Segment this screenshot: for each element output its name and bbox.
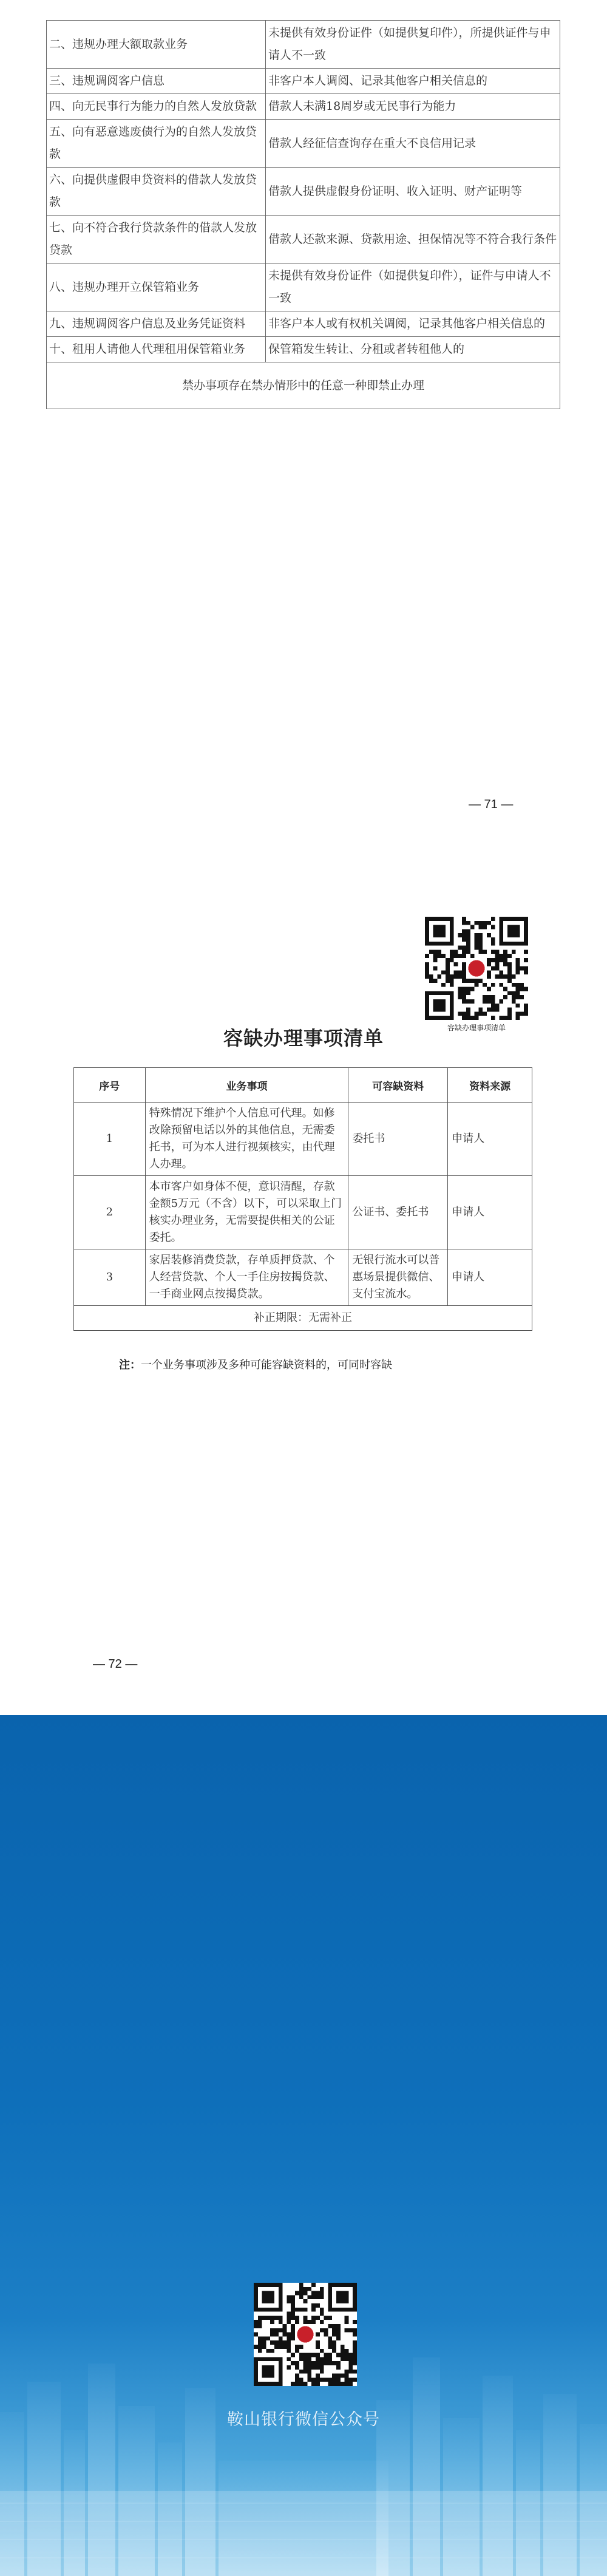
prohibition-rule: 禁办事项存在禁办情形中的任意一种即禁止办理 — [47, 362, 560, 409]
page-72 — [0, 856, 607, 1715]
row-number: 2 — [74, 1176, 146, 1249]
header-matter: 业务事项 — [145, 1068, 348, 1103]
table-row — [47, 94, 560, 120]
prohibited-item: 四、向无民事行为能力的自然人发放贷款 — [47, 94, 266, 120]
prohibited-condition: 保管箱发生转让、分租或者转租他人的 — [266, 337, 560, 362]
prohibited-item: 二、违规办理大额取款业务 — [47, 21, 266, 69]
wechat-caption: 鞍山银行微信公众号 — [227, 2410, 380, 2429]
header-source: 资料来源 — [448, 1068, 532, 1103]
row-source: 申请人 — [448, 1103, 532, 1176]
note-text: 一个业务事项涉及多种可能容缺资料的，可同时容缺 — [141, 1359, 392, 1371]
row-number: 1 — [74, 1103, 146, 1176]
table-footer-row — [47, 362, 560, 409]
qr-caption: 容缺办理事项清单 — [447, 1024, 506, 1032]
row-matter: 家居装修消费贷款，存单质押贷款、个人经营贷款、个人一手住房按揭贷款、一手商业网点按揭贷款。 — [145, 1249, 348, 1306]
back-cover — [0, 1715, 607, 2576]
prohibited-condition: 借款人经征信查询存在重大不良信用记录 — [266, 120, 560, 168]
table-row — [47, 120, 560, 168]
table-row — [47, 168, 560, 216]
prohibited-item: 五、向有恶意逃废债行为的自然人发放贷款 — [47, 120, 266, 168]
row-source: 申请人 — [448, 1176, 532, 1249]
table-row — [47, 216, 560, 263]
row-number: 3 — [74, 1249, 146, 1306]
prohibited-item: 九、违规调阅客户信息及业务凭证资料 — [47, 311, 266, 337]
row-matter: 特殊情况下维护个人信息可代理。如修改除预留电话以外的其他信息，无需委托书，可为本人进行视频核实，由代理人办理。 — [145, 1103, 348, 1176]
row-material: 无银行流水可以普惠场景提供微信、支付宝流水。 — [348, 1249, 448, 1306]
wechat-qr-code — [254, 2283, 357, 2386]
prohibited-condition: 借款人还款来源、贷款用途、担保情况等不符合我行条件 — [266, 216, 560, 263]
header-material: 可容缺资料 — [348, 1068, 448, 1103]
table-row — [47, 69, 560, 94]
row-matter: 本市客户如身体不便，意识清醒，存款金额5万元（不含）以下，可以采取上门核实办理业务，无需要提供相关的公证委托。 — [145, 1176, 348, 1249]
prohibited-item: 七、向不符合我行贷款条件的借款人发放贷款 — [47, 216, 266, 263]
prohibited-item: 十、租用人请他人代理租用保管箱业务 — [47, 337, 266, 362]
prohibited-condition: 非客户本人或有权机关调阅，记录其他客户相关信息的 — [266, 311, 560, 337]
page-71 — [0, 0, 607, 856]
prohibited-condition: 借款人提供虚假身份证明、收入证明、财产证明等 — [266, 168, 560, 216]
qr-code — [425, 917, 528, 1020]
table-row — [47, 21, 560, 69]
correction-period: 补正期限：无需补正 — [74, 1306, 532, 1331]
table-row — [47, 311, 560, 337]
row-source: 申请人 — [448, 1249, 532, 1306]
prohibited-item: 八、违规办理开立保管箱业务 — [47, 263, 266, 311]
table-footer-row — [74, 1306, 532, 1331]
table-row — [74, 1176, 532, 1249]
note-label: 注： — [119, 1359, 141, 1371]
prohibited-condition: 借款人未满18周岁或无民事行为能力 — [266, 94, 560, 120]
table-row — [74, 1249, 532, 1306]
header-no: 序号 — [74, 1068, 146, 1103]
row-material: 委托书 — [348, 1103, 448, 1176]
row-material: 公证书、委托书 — [348, 1176, 448, 1249]
table-row — [47, 263, 560, 311]
page-number-72: — 72 — — [93, 1657, 138, 1671]
page-number-71: — 71 — — [469, 798, 514, 811]
page-title: 容缺办理事项清单 — [223, 1027, 384, 1050]
prohibited-condition: 未提供有效身份证件（如提供复印件），所提供证件与申请人不一致 — [266, 21, 560, 69]
table-row — [47, 337, 560, 362]
prohibited-matters-table — [46, 20, 560, 409]
prohibited-condition: 非客户本人调阅、记录其他客户相关信息的 — [266, 69, 560, 94]
prohibited-item: 三、违规调阅客户信息 — [47, 69, 266, 94]
note — [119, 1356, 392, 1372]
table-row — [74, 1103, 532, 1176]
tolerance-matters-table — [73, 1067, 532, 1331]
prohibited-item: 六、向提供虚假申贷资料的借款人发放贷款 — [47, 168, 266, 216]
prohibited-condition: 未提供有效身份证件（如提供复印件），证件与申请人不一致 — [266, 263, 560, 311]
